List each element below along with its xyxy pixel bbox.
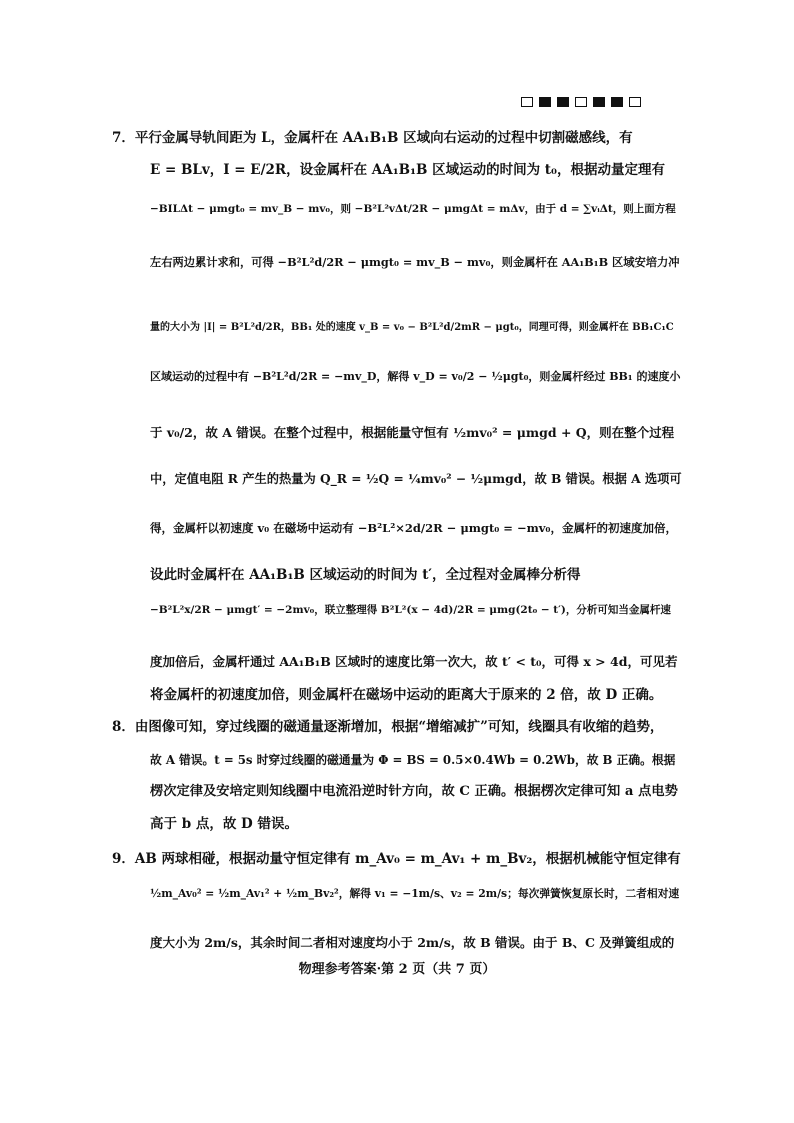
text-line: −BILΔt − μmgt₀ = mv_B − mv₀，则 −B²L²vΔt/2R − μmgΔt = mΔv，由于 d = ∑vᵢΔt，则上面方程 xyxy=(150,203,676,215)
page-footer: 物理参考答案·第 2 页（共 7 页） xyxy=(298,962,496,977)
text-line: E = BLv，I = E/2R，设金属杆在 AA₁B₁B 区域运动的时间为 t₀，根据动量定理有 xyxy=(150,162,665,178)
hollow-square-icon xyxy=(629,97,641,107)
text-line: 左右两边累计求和，可得 −B²L²d/2R − μmgt₀ = mv_B − mv₀，则金属杆在 AA₁B₁B 区域安培力冲 xyxy=(150,255,680,269)
text-line: 区域运动的过程中有 −B²L²d/2R = −mv_D，解得 v_D = v₀/2 − ½μgt₀，则金属杆经过 BB₁ 的速度小 xyxy=(150,370,681,383)
text-line: −B²L²x/2R − μmgt′ = −2mv₀，联立整理得 B²L²(x − 4d)/2R = μmg(2t₀ − t′)，分析可知当金属杆速 xyxy=(150,604,671,616)
hollow-square-icon xyxy=(521,97,533,107)
header-marks xyxy=(521,97,641,107)
text-line: 7．平行金属导轨间距为 L，金属杆在 AA₁B₁B 区域向右运动的过程中切割磁感线，有 xyxy=(112,130,633,146)
text-line: 8．由图像可知，穿过线圈的磁通量逐渐增加，根据“增缩减扩”可知，线圈具有收缩的趋势， xyxy=(112,719,664,735)
filled-square-icon xyxy=(557,97,569,107)
hollow-square-icon xyxy=(575,97,587,107)
text-line: 度大小为 2m/s，其余时间二者相对速度均小于 2m/s，故 B 错误。由于 B、C 及弹簧组成的 xyxy=(150,935,675,950)
text-line: 设此时金属杆在 AA₁B₁B 区域运动的时间为 t′，全过程对金属棒分析得 xyxy=(150,567,581,583)
text-line: 于 v₀/2，故 A 错误。在整个过程中，根据能量守恒有 ½mv₀² = μmgd + Q，则在整个过程 xyxy=(150,425,675,440)
text-line: ½m_Av₀² = ½m_Av₁² + ½m_Bv₂²，解得 v₁ = −1m/s、v₂ = 2m/s；每次弹簧恢复原长时，二者相对速 xyxy=(150,887,680,900)
text-line: 楞次定律及安培定则知线圈中电流沿逆时针方向，故 C 正确。根据楞次定律可知 a 点电势 xyxy=(150,784,678,799)
text-line: 中，定值电阻 R 产生的热量为 Q_R = ½Q = ¼mv₀² − ½μmgd，故 B 错误。根据 A 选项可 xyxy=(150,471,682,486)
text-line: 9．AB 两球相碰，根据动量守恒定律有 m_Av₀ = m_Av₁ + m_Bv₂，根据机械能守恒定律有 xyxy=(112,851,681,867)
text-line: 将金属杆的初速度加倍，则金属杆在磁场中运动的距离大于原来的 2 倍，故 D 正确。 xyxy=(150,687,663,703)
text-line: 故 A 错误。t = 5s 时穿过线圈的磁通量为 Φ = BS = 0.5×0.4Wb = 0.2Wb，故 B 正确。根据 xyxy=(150,753,676,767)
filled-square-icon xyxy=(611,97,623,107)
filled-square-icon xyxy=(539,97,551,107)
text-line: 度加倍后，金属杆通过 AA₁B₁B 区域时的速度比第一次大，故 t′ < t₀，可得 x > 4d，可见若 xyxy=(150,654,678,669)
filled-square-icon xyxy=(593,97,605,107)
text-line: 高于 b 点，故 D 错误。 xyxy=(150,816,298,832)
text-line: 得，金属杆以初速度 v₀ 在磁场中运动有 −B²L²×2d/2R − μmgt₀ = −mv₀，金属杆的初速度加倍， xyxy=(150,521,677,535)
text-line: 量的大小为 |I| = B²L²d/2R，BB₁ 处的速度 v_B = v₀ − B²L²d/2mR − μgt₀，同理可得，则金属杆在 BB₁C₁C xyxy=(150,322,674,333)
